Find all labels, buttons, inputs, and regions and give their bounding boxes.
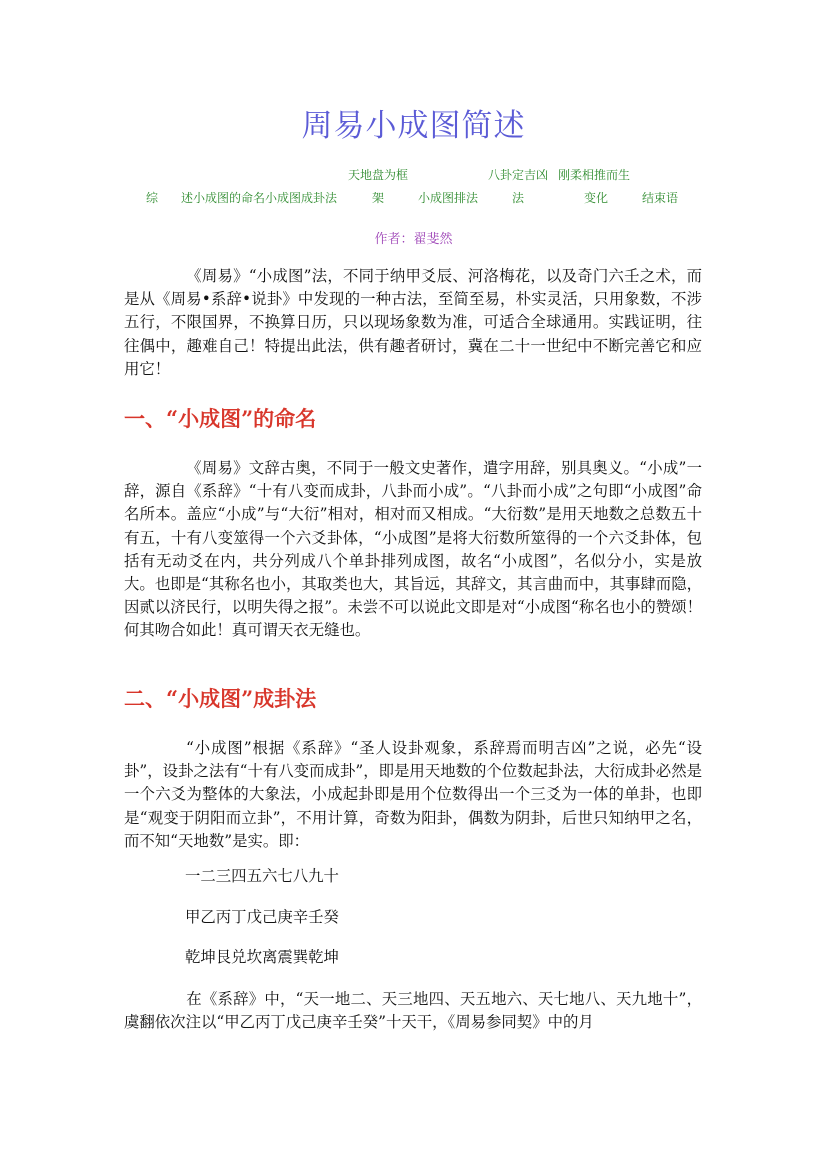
closing-paragraph (124, 988, 702, 1034)
toc-link-label[interactable]: 天地盘为框 (348, 168, 409, 182)
toc-link-label[interactable]: 结束语 (642, 191, 679, 205)
toc-link-generation[interactable] (558, 166, 630, 183)
closing-text: 在《系辞》中，“天一地二、天三地四、天五地六、天七地八、天九地十”，虞翻依次注以“甲乙丙丁戊己庚辛壬癸”十天干，《周易参同契》中的月 (124, 990, 702, 1032)
section-heading-naming: 一、“小成图”的命名 (124, 406, 317, 431)
toc-link-method[interactable] (512, 189, 524, 206)
toc-link-label[interactable]: 小成图成卦法 (265, 191, 338, 205)
intro-paragraph (124, 265, 702, 381)
toc-link-naming[interactable] (181, 189, 265, 206)
toc-link-conclusion[interactable] (642, 189, 678, 206)
toc-link-arrangement[interactable] (418, 189, 478, 206)
toc-link-label[interactable]: 八卦定吉凶 (488, 168, 549, 182)
page-title: 周易小成图简述 (301, 108, 526, 144)
toc-link-frame-cont[interactable] (372, 189, 384, 206)
toc-link-frame[interactable] (348, 166, 408, 183)
section-heading-method: 二、“小成图”成卦法 (124, 686, 317, 711)
section-body-text: “小成图”根据《系辞》“圣人设卦观象，系辞焉而明吉凶”之说，必先“设卦”，设卦之法有“十有八变而成卦”，即是用天地数的个位数起卦法，大衍成卦必然是一个六爻为整体的大象法，小成起卦即是用个位数得出一个三爻为一体的单卦，也即是“观变于阴阳而立卦”，不用计算，奇数为阳卦，偶数为阴卦，后世只知纳甲之名，而不知“天地数”是实。即： (124, 739, 702, 850)
toc-link-hexagram-method[interactable] (265, 189, 337, 206)
intro-text: 《周易》“小成图”法，不同于纳甲爻辰、河洛梅花，以及奇门六壬之术，而是从《周易•系辞•说卦》中发现的一种古法，至简至易，朴实灵活，只用象数，不涉五行，不限国界，不换算日历，只以现场象数为准，可适合全球通用。实践证明，往往偶中，趣难自己！特提出此法，供有趣者研讨，冀在二十一世纪中不断完善它和应用它！ (124, 267, 702, 378)
trigrams-line: 乾坤艮兑坎离震巽乾坤 (185, 948, 339, 966)
section-body-method (124, 737, 702, 853)
numbers-line: 一二三四五六七八九十 (185, 867, 339, 885)
toc-link-label[interactable]: 综 (146, 191, 159, 205)
author-line: 作者：翟斐然 (374, 232, 453, 247)
toc-link-overview[interactable] (146, 189, 158, 206)
toc-link-judgement[interactable] (488, 166, 548, 183)
toc-link-label[interactable]: 小成图排法 (418, 191, 479, 205)
toc-link-label[interactable]: 刚柔相推而生 (558, 168, 631, 182)
toc-link-label[interactable]: 架 (372, 191, 385, 205)
section-body-text: 《周易》文辞古奥，不同于一般文史著作，遣字用辞，别具奥义。“小成”一辞，源自《系辞》“十有八变而成卦，八卦而小成”。“八卦而小成”之句即“小成图”命名所本。盖应“小成”与“大衍”相对，相对而又相成。“大衍数”是用天地数之总数五十有五，十有八变筮得一个六爻卦体，“小成图”是将大衍数所筮得的一个六爻卦体，包括有无动爻在内，共分列成八个单卦排列成图，故名“小成图”，名似分小，实是放大。也即是“其称名也小，其取类也大，其旨远，其辞文，其言曲而中，其事肆而隐，因贰以济民行，以明失得之报”。未尝不可以说此文即是对“小成图“称名也小的赞颂！何其吻合如此！真可谓天衣无缝也。 (124, 459, 702, 640)
section-body-naming (124, 457, 702, 643)
toc-link-label[interactable]: 述小成图的命名 (181, 191, 266, 205)
toc-link-label[interactable]: 法 (512, 191, 525, 205)
toc-link-change[interactable] (584, 189, 608, 206)
stems-line: 甲乙丙丁戊己庚辛壬癸 (185, 908, 339, 926)
toc-link-label[interactable]: 变化 (584, 191, 609, 205)
